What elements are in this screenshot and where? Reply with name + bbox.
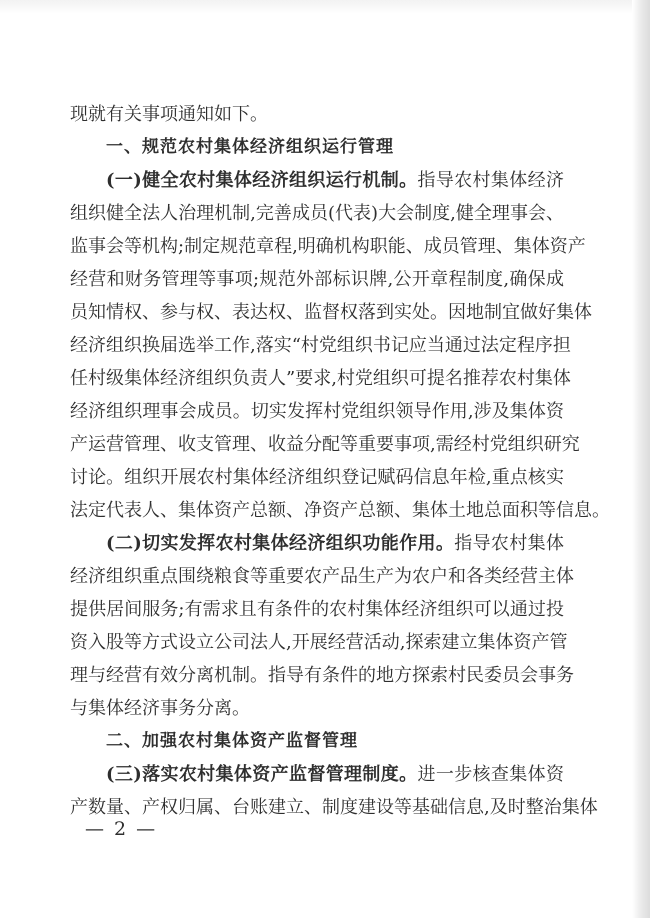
- section-heading-2: 二、加强农村集体资产监督管理: [106, 731, 358, 751]
- para2-first-line: [70, 527, 564, 560]
- para1-lead: (一)健全农村集体经济组织运行机制。: [106, 170, 418, 191]
- para1-line: 任村级集体经济组织负责人”要求,村党组织可提名推荐农村集体: [70, 368, 571, 389]
- para1-line: 监事会等机构;制定规范章程,明确机构职能、成员管理、集体资产: [70, 236, 586, 257]
- para3-lead: (三)落实农村集体资产监督管理制度。: [106, 764, 418, 785]
- para1-first-line: [70, 164, 564, 197]
- intro-line: 现就有关事项通知如下。: [70, 104, 268, 125]
- para1-line: 组织健全法人治理机制,完善成员(代表)大会制度,健全理事会、: [70, 203, 564, 224]
- para2-line: 资入股等方式设立公司法人,开展经营活动,探索建立集体资产管: [70, 632, 568, 653]
- document-body: [70, 98, 610, 824]
- para1-line: 讨论。组织开展农村集体经济组织登记赋码信息年检,重点核实: [70, 467, 564, 488]
- para3-first-line: [70, 758, 564, 791]
- para2-line: 经济组织重点围绕粮食等重要农产品生产为农户和各类经营主体: [70, 566, 574, 587]
- para2-line: 与集体经济事务分离。: [70, 698, 250, 719]
- section-heading-1: 一、规范农村集体经济组织运行管理: [106, 137, 394, 157]
- para2-line: 提供居间服务;有需求且有条件的农村集体经济组织可以通过投: [70, 599, 564, 620]
- para1-line: 员知情权、参与权、表达权、监督权落到实处。因地制宜做好集体: [70, 302, 592, 323]
- para2-lead: (二)切实发挥农村集体经济组织功能作用。: [106, 533, 455, 554]
- scan-top-shadow: [0, 0, 650, 14]
- para3-line: 产数量、产权归属、台账建立、制度建设等基础信息,及时整治集体: [70, 797, 598, 818]
- para1-line: 经济组织理事会成员。切实发挥村党组织领导作用,涉及集体资: [70, 401, 564, 422]
- para1-line: 法定代表人、集体资产总额、净资产总额、集体土地总面积等信息。: [70, 500, 610, 521]
- para1-line: 产运营管理、收支管理、收益分配等重要事项,需经村党组织研究: [70, 434, 580, 455]
- para2-line: 理与经营有效分离机制。指导有条件的地方探索村民委员会事务: [70, 665, 574, 686]
- para2-line1-rest: 指导农村集体: [454, 533, 565, 554]
- para1-line: 经济组织换届选举工作,落实“村党组织书记应当通过法定程序担: [70, 335, 571, 356]
- para3-line1-rest: 进一步核查集体资: [417, 764, 564, 785]
- scan-right-edge: [632, 0, 650, 918]
- para1-line: 经营和财务管理等事项;规范外部标识牌,公开章程制度,确保成: [70, 269, 564, 290]
- page-number: — 2 —: [85, 818, 158, 840]
- para1-line1-rest: 指导农村集体经济: [417, 170, 564, 191]
